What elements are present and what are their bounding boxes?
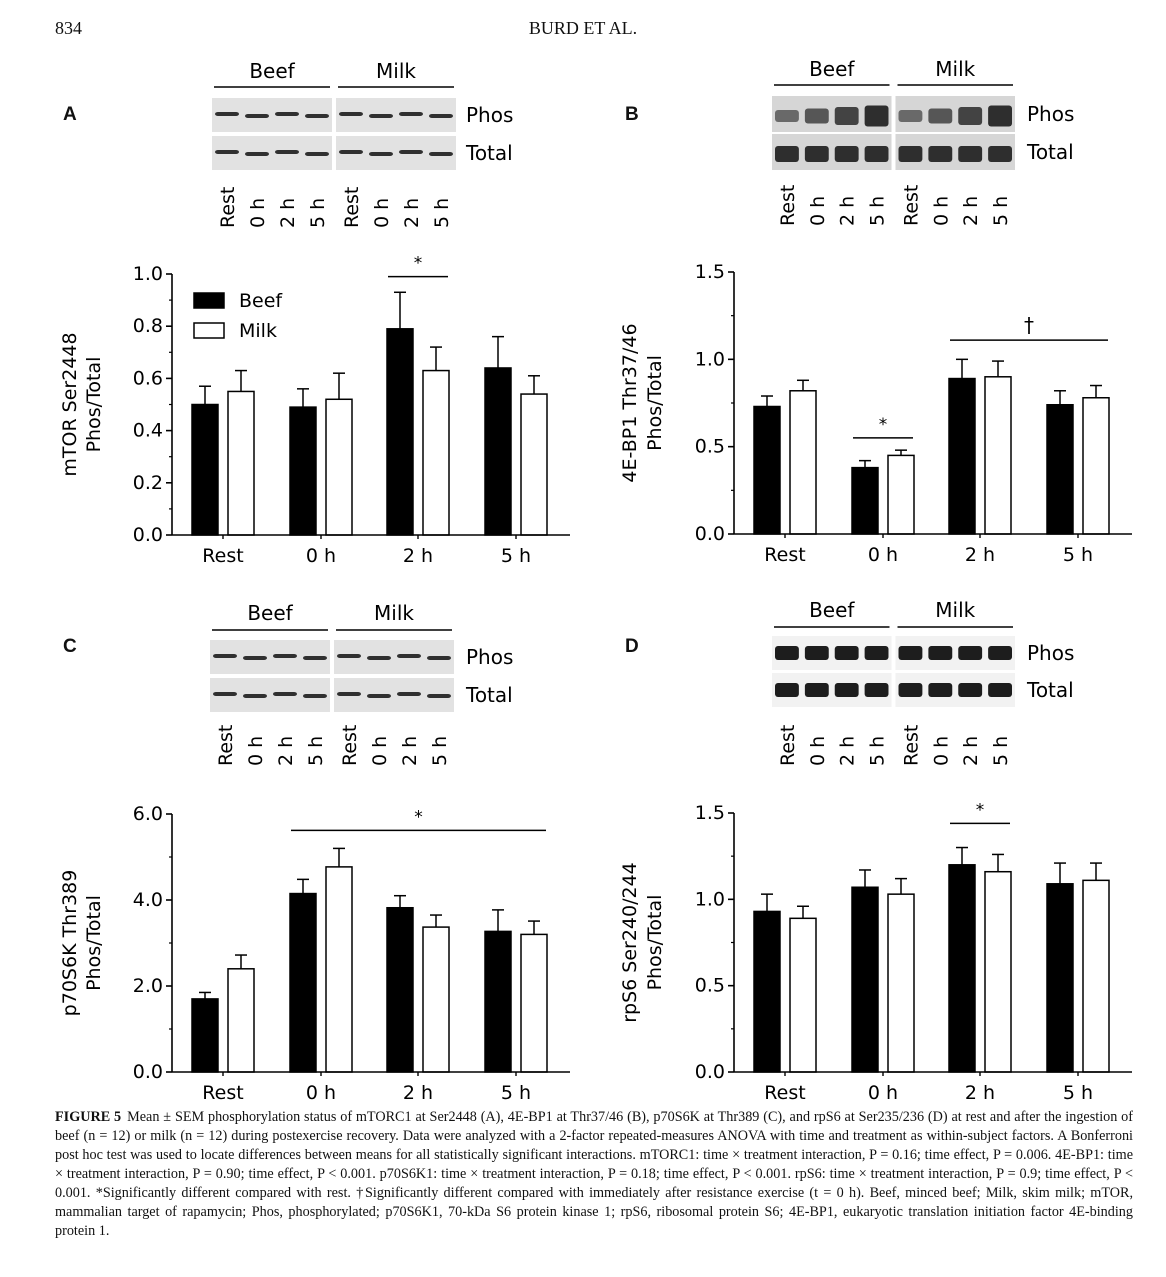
- bar-milk: [888, 455, 914, 534]
- blot-band: [427, 656, 451, 660]
- blot-lane-label: 2 h: [277, 197, 299, 228]
- blot-band: [369, 114, 393, 118]
- caption-label: FIGURE 5: [55, 1109, 122, 1125]
- bar-beef: [949, 379, 975, 534]
- blot-band: [337, 654, 361, 658]
- significance-marker: *: [975, 800, 985, 821]
- blot-band: [775, 110, 799, 122]
- blot-band: [775, 683, 799, 697]
- blot-group-label: Milk: [935, 57, 976, 81]
- blot-band: [928, 646, 952, 660]
- blot-lane-label: 5 h: [307, 197, 329, 228]
- x-tick-label: Rest: [202, 1082, 244, 1100]
- blot-row-label: Phos: [1027, 102, 1075, 126]
- y-tick-label: 0.4: [132, 419, 163, 442]
- blot-group-label: Milk: [935, 598, 976, 622]
- bar-beef: [192, 999, 218, 1072]
- blot-row-label: Total: [1027, 140, 1074, 164]
- panel-letter-a: A: [63, 104, 77, 125]
- y-tick-label: 0.0: [694, 1061, 725, 1083]
- blot-lane-label: Rest: [217, 186, 239, 228]
- panel-letter-c: C: [63, 636, 77, 657]
- x-tick-label: 0 h: [305, 545, 337, 567]
- y-axis-label-units: Phos/Total: [644, 894, 666, 991]
- page-number: 834: [55, 18, 82, 38]
- blot-lane-label: Rest: [776, 724, 799, 766]
- blot-band: [835, 683, 859, 697]
- y-axis-label: rpS6 Ser240/244: [619, 862, 641, 1023]
- blot-group-label: Beef: [809, 57, 855, 81]
- blot-band: [775, 146, 799, 162]
- blot-band: [367, 656, 391, 660]
- blot-band: [303, 694, 327, 698]
- blot-band: [805, 146, 829, 162]
- blot-lane-label: 0 h: [930, 195, 953, 226]
- bar-milk: [326, 867, 352, 1072]
- bar-milk: [228, 391, 254, 535]
- blot-lane-label: 5 h: [866, 195, 889, 226]
- blot-band: [339, 112, 363, 116]
- blot-band: [865, 646, 889, 660]
- western-blot-d: [772, 598, 1074, 766]
- y-tick-label: 1.5: [694, 261, 725, 283]
- x-tick-label: 2 h: [964, 544, 996, 566]
- bar-beef: [1047, 405, 1073, 534]
- blot-band: [958, 107, 982, 125]
- panel-letter-d: D: [625, 636, 639, 657]
- blot-lane-label: 0 h: [806, 195, 829, 226]
- blot-lane-label: 5 h: [429, 735, 451, 766]
- blot-band: [835, 646, 859, 660]
- x-tick-label: 0 h: [867, 544, 899, 566]
- blot-band: [367, 694, 391, 698]
- blot-lane-label: 2 h: [836, 195, 859, 226]
- blot-band: [899, 146, 923, 162]
- y-axis-label: mTOR Ser2448: [59, 332, 81, 477]
- blot-lane-label: Rest: [341, 186, 363, 228]
- caption-text: Mean ± SEM phosphorylation status of mTORC1 at Ser2448 (A), 4E-BP1 at Thr37/46 (B), p70S6K at Thr389 (C), and rpS6 at Ser235/236 (D) at rest and after the ingestion of beef (n = 12) or milk (n = 12) during postexercise recovery. Data were analyzed with a 2-factor repeated-measures ANOVA with time and treatment as within-subject factors. A Bonferroni post hoc test was used to locate differences between means for all statistically significant interactions. mTORC1: time × treatment interaction, P = 0.16; time effect, P = 0.006. 4E-BP1: time × treatment interaction, P = 0.90; time effect, P < 0.001. p70S6K1: time × treatment interaction, P = 0.18; time effect, P < 0.001. rpS6: time × treatment interaction, P = 0.9; time effect, P < 0.001. *Significantly different compared with rest. †Significantly different compared with immediately after resistance exercise (t = 0 h). Beef, minced beef; Milk, skim milk; mTOR, mammalian target of rapamycin; Phos, phosphorylated; p70S6K1, 70-kDa S6 protein kinase 1; rpS6, ribosomal protein S6; 4E-BP1, eukaryotic translation initiation factor 4E-binding protein 1.: [55, 1109, 1133, 1239]
- blot-band: [399, 112, 423, 116]
- y-axis-label: p70S6K Thr389: [59, 869, 81, 1017]
- blot-lane-label: 2 h: [275, 735, 297, 766]
- blot-band: [865, 106, 889, 127]
- blot-lane-label: 5 h: [305, 735, 327, 766]
- bar-milk: [790, 391, 816, 534]
- blot-band: [275, 150, 299, 154]
- bar-milk: [423, 371, 449, 535]
- blot-band: [337, 692, 361, 696]
- x-tick-label: 2 h: [402, 545, 434, 567]
- x-tick-label: 5 h: [1062, 544, 1094, 566]
- blot-band: [928, 683, 952, 697]
- blot-lane-label: 5 h: [866, 735, 889, 766]
- blot-lane-label: 0 h: [369, 735, 391, 766]
- bar-milk: [326, 399, 352, 535]
- y-tick-label: 0.6: [132, 367, 163, 390]
- blot-row-label: Phos: [466, 645, 514, 669]
- blot-lane-label: 2 h: [836, 735, 859, 766]
- y-axis-label-units: Phos/Total: [83, 356, 105, 453]
- blot-band: [429, 152, 453, 156]
- blot-band: [958, 146, 982, 162]
- x-tick-label: 2 h: [964, 1082, 996, 1100]
- blot-band: [988, 106, 1012, 127]
- x-tick-label: 0 h: [305, 1082, 337, 1100]
- blot-row-label: Total: [466, 683, 513, 707]
- blot-band: [273, 654, 297, 658]
- blot-lane-label: 5 h: [431, 197, 453, 228]
- blot-band: [397, 654, 421, 658]
- blot-band: [775, 646, 799, 660]
- x-tick-label: Rest: [764, 544, 806, 566]
- bar-milk: [1083, 880, 1109, 1072]
- y-tick-label: 0.0: [132, 524, 163, 546]
- blot-group-label: Milk: [374, 601, 414, 625]
- panel-letter-b: B: [625, 104, 639, 125]
- blot-band: [275, 112, 299, 116]
- blot-lane-label: 0 h: [247, 197, 269, 228]
- bar-beef: [387, 329, 413, 535]
- y-tick-label: 0.8: [132, 315, 163, 338]
- blot-group-label: Beef: [249, 59, 295, 83]
- bar-beef: [852, 887, 878, 1072]
- x-tick-label: 5 h: [500, 1082, 532, 1100]
- blot-band: [805, 683, 829, 697]
- y-tick-label: 0.2: [132, 471, 163, 494]
- blot-group-label: Beef: [247, 601, 293, 625]
- blot-band: [805, 109, 829, 124]
- bar-beef: [852, 468, 878, 534]
- blot-group-label: Milk: [376, 59, 416, 83]
- blot-lane-label: Rest: [900, 184, 923, 226]
- blot-lane-label: 2 h: [960, 195, 983, 226]
- figure-caption: [55, 1108, 1133, 1241]
- blot-row-label: Total: [1027, 678, 1074, 702]
- legend-swatch-milk: [194, 323, 224, 338]
- bar-milk: [790, 918, 816, 1072]
- bar-milk: [1083, 398, 1109, 534]
- blot-lane-label: 0 h: [930, 735, 953, 766]
- chart-legend: [194, 290, 283, 342]
- bar-milk: [521, 934, 547, 1072]
- bar-beef: [485, 931, 511, 1072]
- bar-beef: [1047, 884, 1073, 1072]
- blot-band: [899, 110, 923, 122]
- bar-beef: [192, 405, 218, 536]
- blot-band: [429, 114, 453, 118]
- bar-beef: [949, 865, 975, 1072]
- bar-beef: [754, 911, 780, 1072]
- blot-band: [303, 656, 327, 660]
- y-tick-label: 1.5: [694, 802, 725, 824]
- blot-band: [928, 146, 952, 162]
- significance-marker: †: [1024, 313, 1034, 338]
- legend-swatch-beef: [194, 293, 224, 308]
- blot-row-label: Phos: [1027, 641, 1075, 665]
- blot-band: [899, 646, 923, 660]
- blot-band: [835, 146, 859, 162]
- blot-lane-label: 2 h: [399, 735, 421, 766]
- blot-band: [213, 654, 237, 658]
- y-axis-label-units: Phos/Total: [83, 895, 105, 991]
- blot-band: [988, 146, 1012, 162]
- blot-band: [215, 112, 239, 116]
- blot-lane-label: Rest: [776, 184, 799, 226]
- bar-chart-a: [59, 254, 570, 567]
- blot-lane-label: Rest: [339, 724, 361, 766]
- blot-band: [369, 152, 393, 156]
- blot-band: [305, 152, 329, 156]
- western-blot-b: [772, 57, 1074, 226]
- blot-band: [213, 692, 237, 696]
- bar-chart-c: [59, 803, 570, 1100]
- x-tick-label: 5 h: [500, 545, 532, 567]
- bar-beef: [290, 407, 316, 535]
- legend-label: Milk: [239, 320, 277, 342]
- significance-marker: *: [413, 253, 423, 274]
- bar-beef: [485, 368, 511, 535]
- bar-milk: [521, 394, 547, 535]
- y-axis-label: 4E-BP1 Thr37/46: [619, 323, 641, 483]
- blot-lane-label: 5 h: [990, 735, 1013, 766]
- blot-band: [988, 683, 1012, 697]
- bar-chart-b: [619, 261, 1132, 566]
- y-tick-label: 1.0: [132, 263, 163, 285]
- blot-lane-label: Rest: [215, 724, 237, 766]
- blot-band: [397, 692, 421, 696]
- bar-beef: [387, 908, 413, 1072]
- y-tick-label: 2.0: [132, 975, 163, 997]
- x-tick-label: Rest: [764, 1082, 806, 1100]
- blot-band: [835, 107, 859, 125]
- blot-band: [399, 150, 423, 154]
- blot-band: [899, 683, 923, 697]
- significance-marker: *: [414, 807, 423, 828]
- blot-lane-label: 5 h: [990, 195, 1013, 226]
- blot-band: [865, 683, 889, 697]
- bar-milk: [985, 377, 1011, 534]
- blot-lane-label: 0 h: [371, 197, 393, 228]
- blot-band: [958, 683, 982, 697]
- blot-lane-label: Rest: [900, 724, 923, 766]
- blot-band: [958, 646, 982, 660]
- blot-band: [305, 114, 329, 118]
- blot-lane-label: 2 h: [401, 197, 423, 228]
- blot-band: [339, 150, 363, 154]
- x-tick-label: 5 h: [1062, 1082, 1094, 1100]
- running-title: BURD ET AL.: [528, 18, 638, 38]
- blot-band: [215, 150, 239, 154]
- y-axis-label-units: Phos/Total: [644, 355, 666, 451]
- blot-row-label: Total: [466, 141, 513, 165]
- y-tick-label: 1.0: [694, 348, 725, 371]
- blot-lane-label: 0 h: [806, 735, 829, 766]
- blot-band: [865, 146, 889, 162]
- blot-band: [805, 646, 829, 660]
- legend-label: Beef: [239, 290, 283, 312]
- y-tick-label: 4.0: [132, 889, 163, 911]
- bar-chart-d: [619, 800, 1132, 1100]
- blot-band: [243, 694, 267, 698]
- bar-milk: [888, 894, 914, 1072]
- blot-group-label: Beef: [809, 598, 855, 622]
- blot-lane-label: 0 h: [245, 735, 267, 766]
- bar-milk: [228, 969, 254, 1072]
- x-tick-label: 0 h: [867, 1082, 899, 1100]
- blot-lane-label: 2 h: [960, 735, 983, 766]
- blot-band: [273, 692, 297, 696]
- significance-marker: *: [878, 414, 888, 435]
- y-tick-label: 1.0: [694, 888, 725, 911]
- bar-beef: [754, 406, 780, 534]
- blot-band: [245, 114, 269, 118]
- y-tick-label: 0.0: [132, 1061, 163, 1083]
- western-blot-a: [212, 59, 513, 228]
- blot-band: [427, 694, 451, 698]
- y-tick-label: 6.0: [132, 803, 163, 825]
- bar-milk: [985, 872, 1011, 1072]
- x-tick-label: 2 h: [402, 1082, 434, 1100]
- y-tick-label: 0.5: [694, 974, 725, 997]
- y-tick-label: 0.5: [694, 435, 725, 458]
- blot-band: [988, 646, 1012, 660]
- bar-milk: [423, 927, 449, 1072]
- y-tick-label: 0.0: [694, 523, 725, 545]
- bar-beef: [290, 894, 316, 1072]
- blot-row-label: Phos: [466, 103, 514, 127]
- blot-band: [928, 109, 952, 124]
- western-blot-c: [210, 601, 513, 766]
- blot-band: [245, 152, 269, 156]
- blot-band: [243, 656, 267, 660]
- x-tick-label: Rest: [202, 545, 244, 567]
